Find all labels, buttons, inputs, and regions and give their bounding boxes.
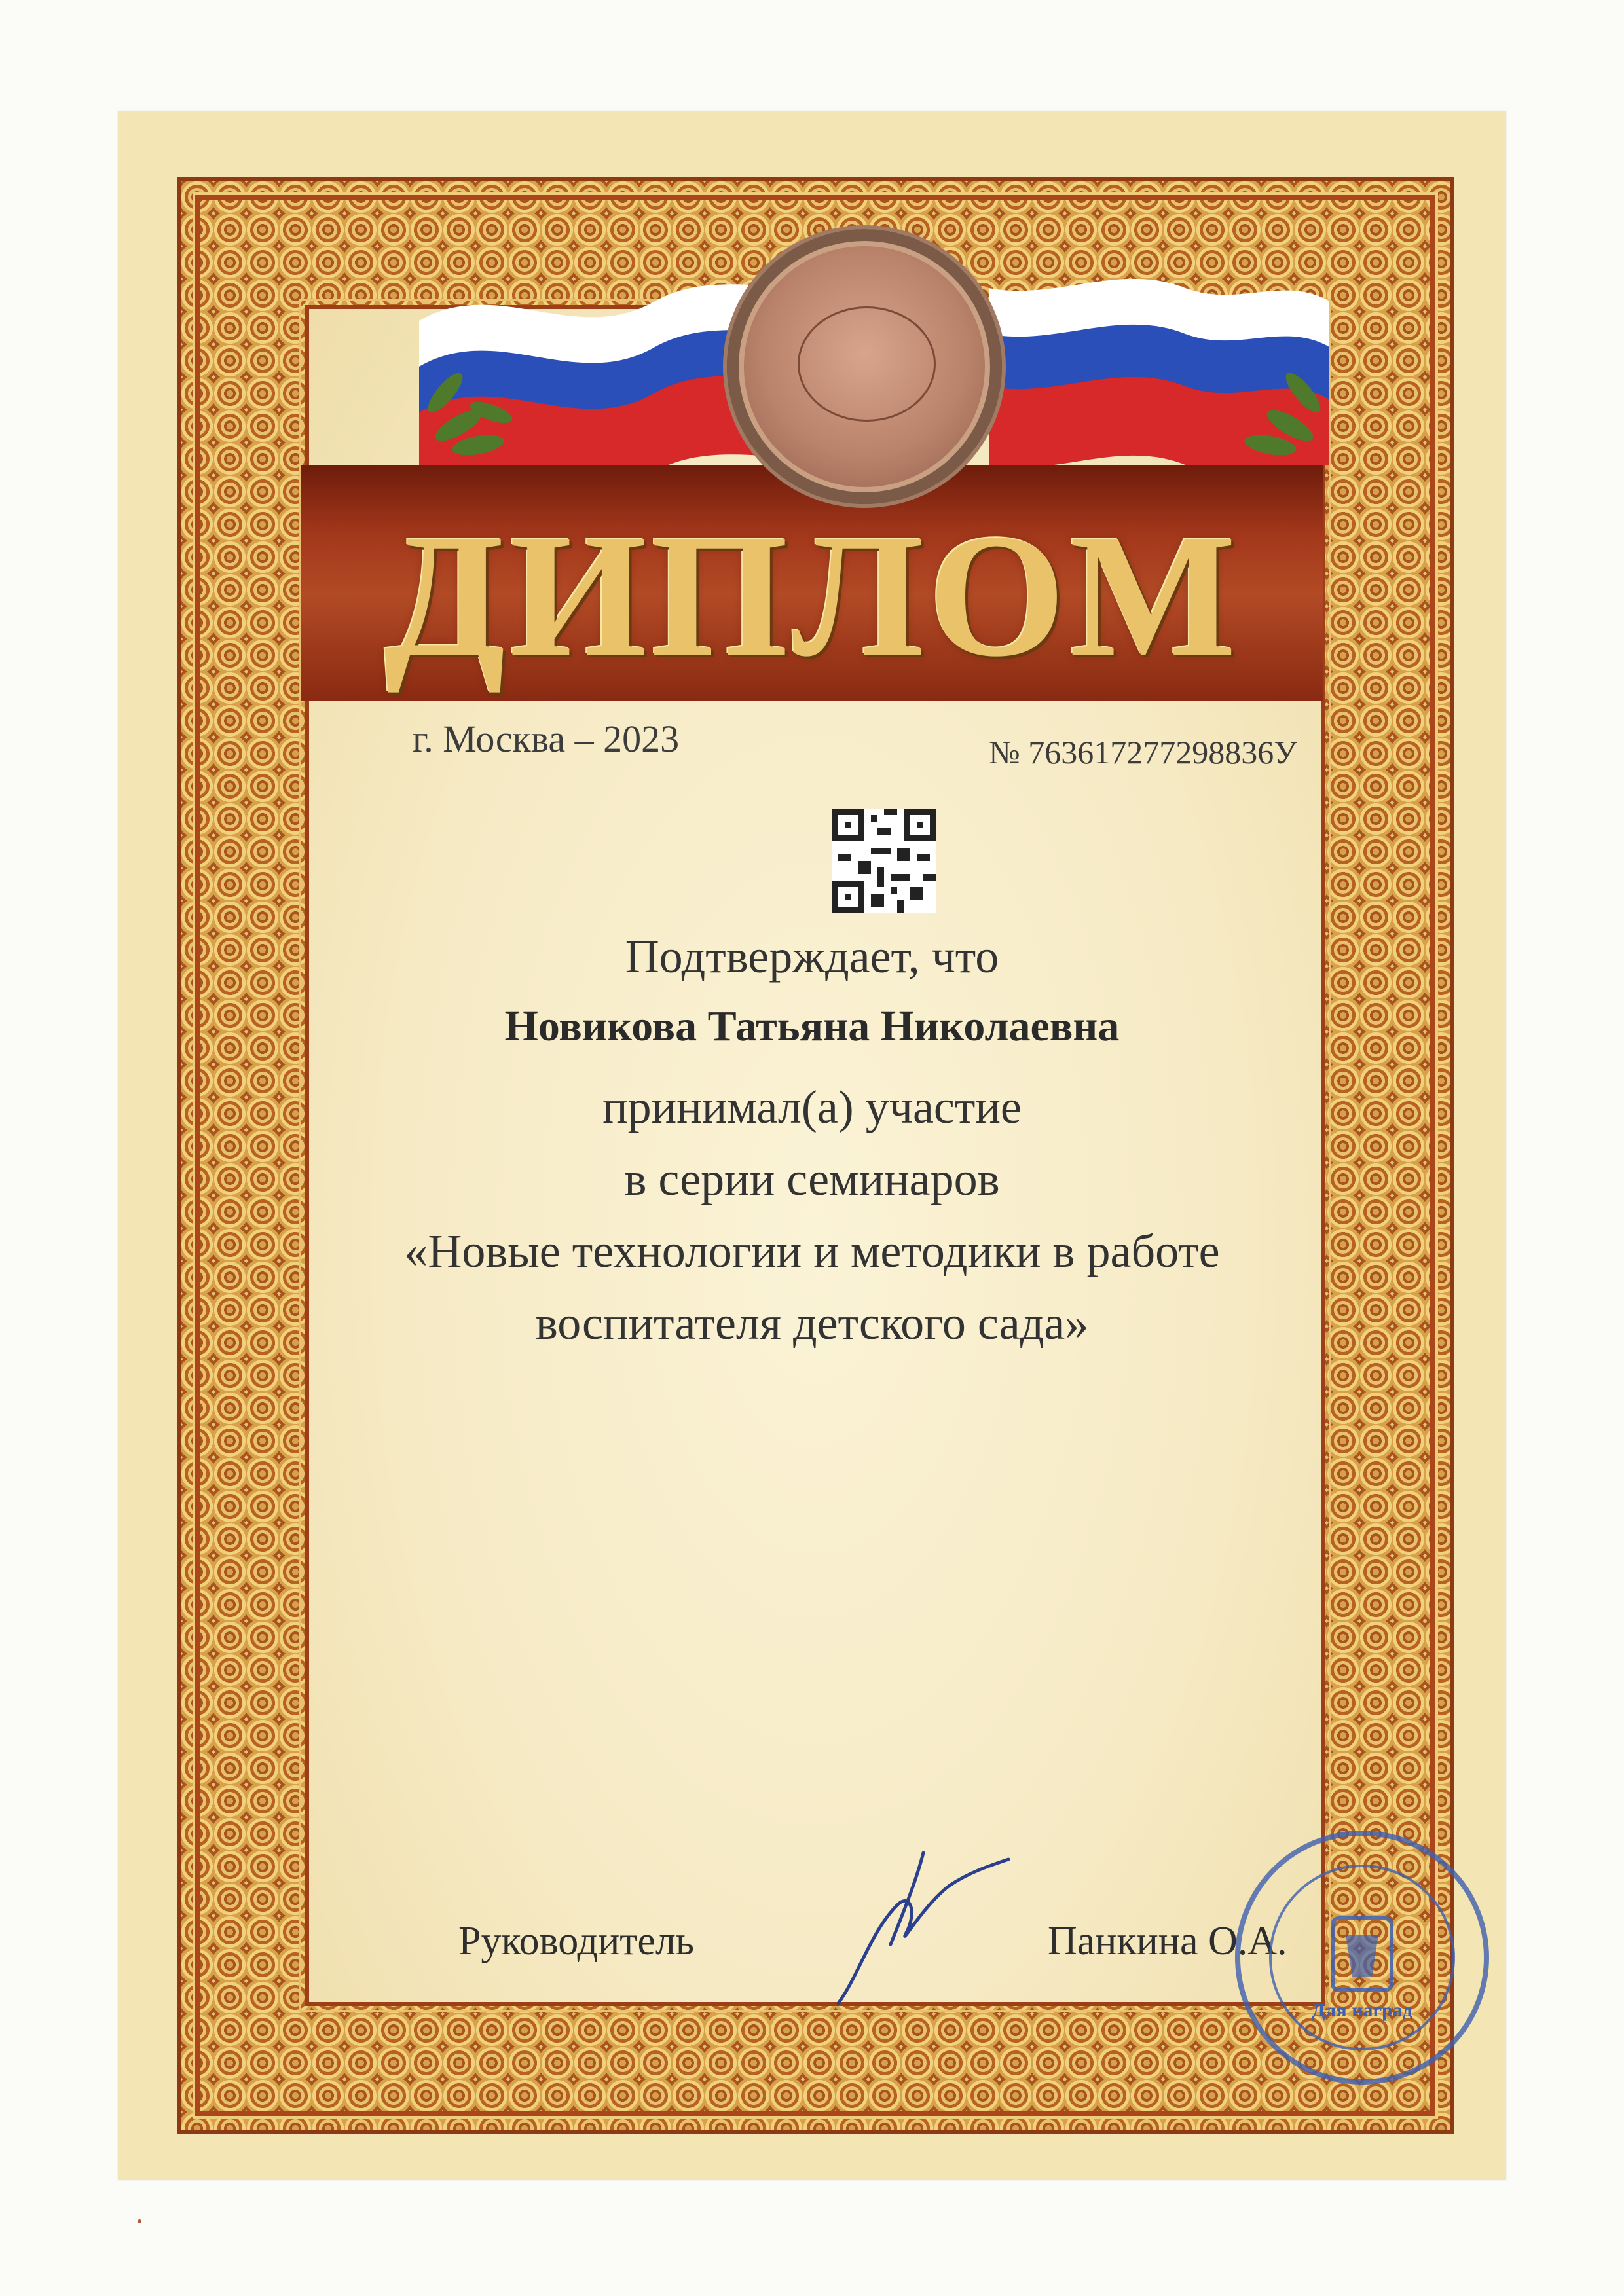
seminar-title-line1: «Новые технологии и методики в работе bbox=[404, 1225, 1220, 1277]
medal-seal-icon bbox=[727, 229, 1002, 504]
recipient-name: Новикова Татьяна Николаевна bbox=[504, 1002, 1120, 1050]
participation-text: принимал(а) участие bbox=[602, 1081, 1022, 1133]
russian-flag-right-icon bbox=[989, 249, 1329, 465]
svg-text:Для наград: Для наград bbox=[1312, 1999, 1412, 2021]
signatory-role: Руководитель bbox=[458, 1919, 695, 1963]
diploma-number: № 763617277298836У bbox=[989, 734, 1297, 771]
signature-icon bbox=[819, 1827, 1015, 2023]
medal-emblem-icon bbox=[798, 306, 936, 422]
signatory-name: Панкина О.А. bbox=[1048, 1919, 1287, 1963]
scan-speck bbox=[138, 2219, 141, 2223]
blue-stamp-icon bbox=[1225, 1820, 1500, 2095]
seminar-title-line2: воспитателя детского сада» bbox=[535, 1297, 1089, 1349]
qr-code-icon bbox=[832, 809, 936, 913]
confirmation-text: Подтверждает, что bbox=[625, 930, 999, 983]
seminar-series-text: в серии семинаров bbox=[624, 1153, 1000, 1205]
diploma-title: ДИПЛОМ bbox=[384, 498, 1240, 693]
city-year: г. Москва – 2023 bbox=[413, 718, 680, 760]
